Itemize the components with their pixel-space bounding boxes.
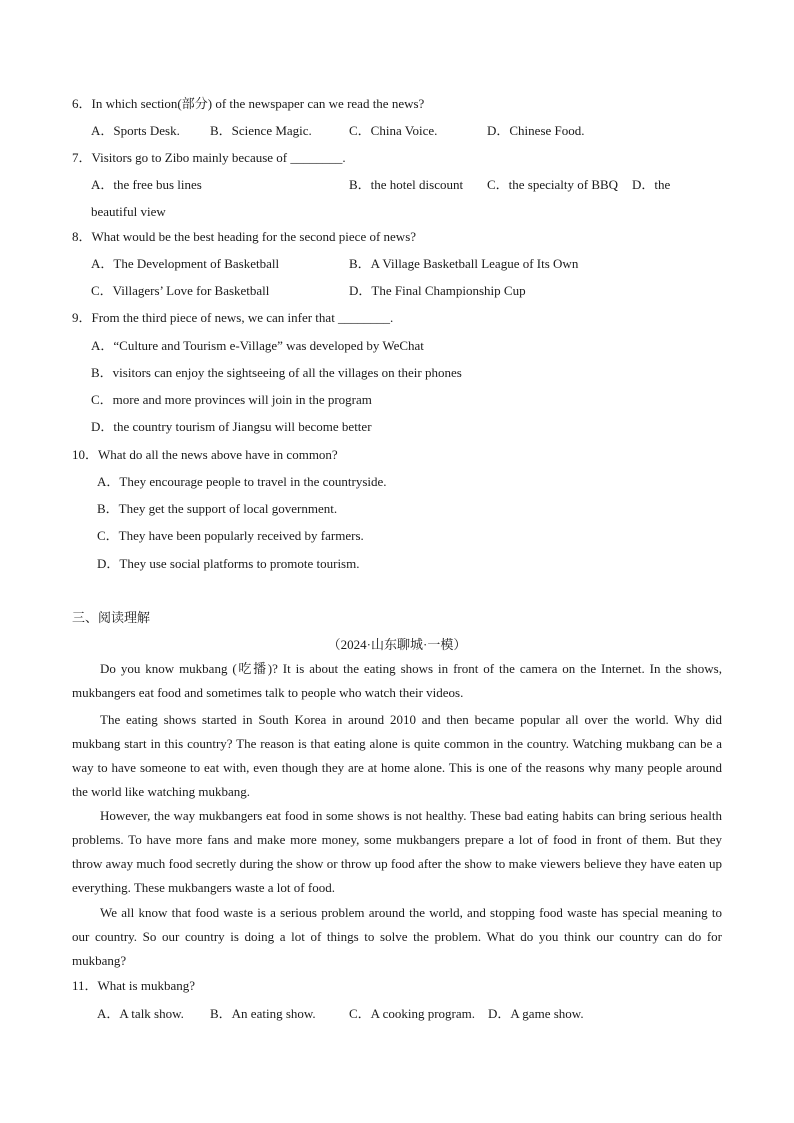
passage-paragraph-3-text: However, the way mukbangers eat food in some shows is not healthy. These bad eating habits can bring serious health problems. To have more fans and make more money, some mukbangers prepare a lot of food in front of them. But they throw away much food secretly during the show or throw up food after the show to make viewers believe they have eaten up everything. These mukbangers waste a lot of food. — [72, 808, 722, 895]
question-9-option-d: D．the country tourism of Jiangsu will become better — [91, 419, 372, 434]
question-9-option-a: A．“Culture and Tourism e-Village” was developed by WeChat — [91, 338, 424, 353]
question-9-option-c: C．more and more provinces will join in the program — [91, 392, 372, 407]
question-7-option-c: C．the specialty of BBQ — [487, 177, 619, 192]
question-11-option-c: C．A cooking program. — [349, 1006, 476, 1021]
question-6-option-c: C．China Voice. — [349, 123, 438, 138]
question-11-option-d: D．A game show. — [488, 1006, 584, 1021]
question-8-stem: 8．What would be the best heading for the second piece of news? — [72, 229, 417, 244]
question-10-stem: 10．What do all the news above have in common? — [72, 447, 338, 462]
passage-source: （2024·山东聊城·一模） — [327, 637, 467, 652]
passage-paragraph-3 — [72, 804, 722, 900]
question-6-option-b: B．Science Magic. — [210, 123, 312, 138]
question-7-option-d: D．the — [632, 177, 671, 192]
question-7-option-a: A．the free bus lines — [91, 177, 202, 192]
passage-paragraph-1-text: Do you know mukbang (吃播)? It is about the eating shows in front of the camera on the Internet. In the shows, mukbangers eat food and sometimes talk to people who watch their videos. — [72, 661, 722, 700]
question-8-option-c: C．Villagers’ Love for Basketball — [91, 283, 270, 298]
passage-paragraph-4-text: We all know that food waste is a serious problem around the world, and stopping food waste has special meaning to our country. So our country is doing a lot of things to solve the problem. What do you think our country can do for mukbang? — [72, 905, 722, 968]
question-7-option-b: B．the hotel discount — [349, 177, 464, 192]
question-9-stem: 9．From the third piece of news, we can infer that ________. — [72, 310, 394, 325]
question-8-option-b: B．A Village Basketball League of Its Own — [349, 256, 579, 271]
question-10-option-b: B．They get the support of local government. — [97, 501, 338, 516]
question-9-option-b: B．visitors can enjoy the sightseeing of all the villages on their phones — [91, 365, 462, 380]
question-10-option-a: A．They encourage people to travel in the countryside. — [97, 474, 387, 489]
question-6-stem: 6．In which section(部分) of the newspaper can we read the news? — [72, 96, 425, 111]
passage-paragraph-1 — [72, 657, 722, 705]
question-6-option-a: A．Sports Desk. — [91, 123, 180, 138]
question-7-option-d-wrap: beautiful view — [91, 204, 166, 219]
passage-paragraph-4 — [72, 901, 722, 973]
question-7-stem: 7．Visitors go to Zibo mainly because of ________. — [72, 150, 346, 165]
question-6-option-d: D．Chinese Food. — [487, 123, 585, 138]
question-10-option-c: C．They have been popularly received by farmers. — [97, 528, 364, 543]
question-11-option-a: A．A talk show. — [97, 1006, 184, 1021]
passage-paragraph-2-text: The eating shows started in South Korea in around 2010 and then became popular all over the world. Why did mukbang start in this country? The reason is that eating alone is quite common in the country. Watching mukbang can be a way to have someone to eat with, even though they are at home alone. This is one of the reasons why many people around the world like watching mukbang. — [72, 712, 722, 799]
question-11-stem: 11．What is mukbang? — [72, 978, 195, 993]
question-8-option-a: A．The Development of Basketball — [91, 256, 280, 271]
section-title: 三、阅读理解 — [72, 611, 151, 626]
passage-paragraph-2 — [72, 708, 722, 804]
question-11-option-b: B．An eating show. — [210, 1006, 316, 1021]
question-10-option-d: D．They use social platforms to promote tourism. — [97, 556, 360, 571]
question-8-option-d: D．The Final Championship Cup — [349, 283, 526, 298]
